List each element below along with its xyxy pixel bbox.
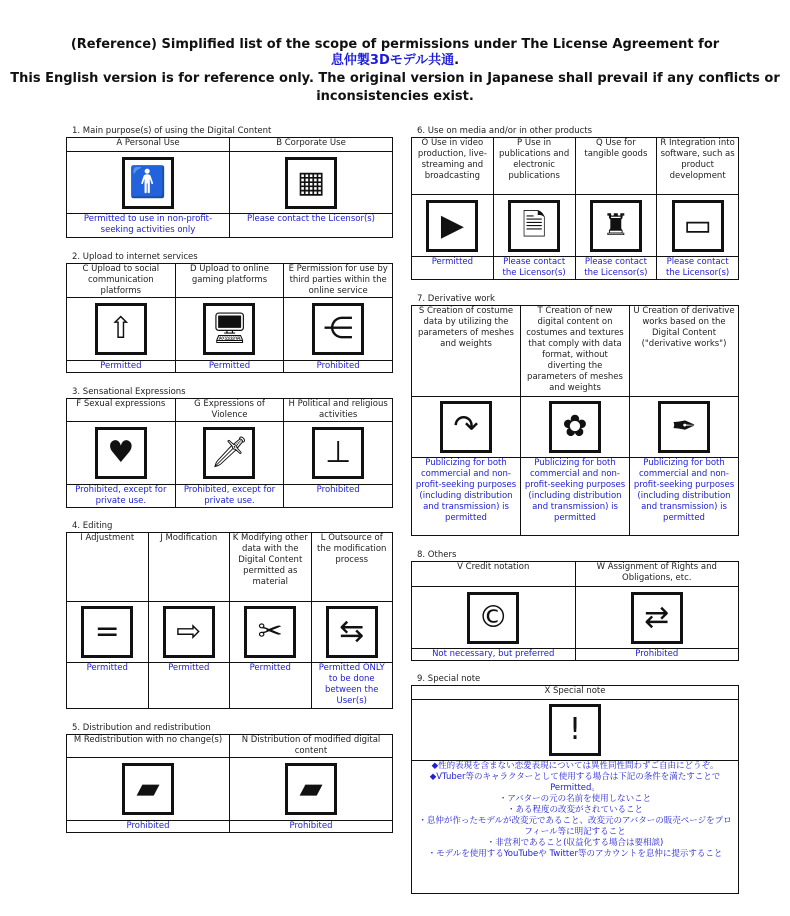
item-icon-cell (493, 195, 575, 257)
item-status: Prohibited (575, 649, 739, 661)
permission-table (411, 685, 739, 894)
item-heading: P Use in publications and electronic publications (493, 138, 575, 195)
item-icon-cell (412, 397, 521, 458)
document-icon: 🗎 (508, 200, 560, 252)
item-status: Permitted (67, 361, 176, 373)
costume-icon: ✿ (549, 401, 601, 453)
section-label: 4. Editing (72, 521, 113, 531)
item-status: Permitted (230, 663, 312, 709)
item-heading: A Personal Use (67, 138, 230, 152)
adjust-icon: = (81, 606, 133, 658)
item-status: Permitted (412, 257, 494, 280)
material-icon: ✂ (244, 606, 296, 658)
hearts-icon: ♥ (95, 427, 147, 479)
item-heading: H Political and religious activities (284, 399, 393, 422)
item-icon-cell (67, 602, 149, 663)
item-status: Please contact the Licensor(s) (493, 257, 575, 280)
item-heading: B Corporate Use (230, 138, 393, 152)
item-heading: T Creation of new digital content on costumes and textures that comply with data format, without diverting the parameters of meshes and weights (521, 306, 630, 397)
item-icon-cell (175, 422, 284, 485)
item-icon-cell (148, 602, 230, 663)
item-icon-cell (412, 700, 739, 761)
building-icon: ▦ (285, 157, 337, 209)
item-heading: E Permission for use by third parties within the online service (284, 264, 393, 298)
item-icon-cell (412, 195, 494, 257)
section-label: 5. Distribution and redistribution (72, 723, 211, 733)
special-note-line: ・ある程度の改変がされていること (506, 805, 643, 815)
item-heading: V Credit notation (412, 562, 576, 587)
title-line-3: This English version is for reference only. The original version in Japanese shall prevail if any conflicts or (10, 71, 780, 86)
item-icon-cell (630, 397, 739, 458)
special-note-line: ・非営利であること(収益化する場合は要相談) (486, 838, 664, 848)
share-third-party-icon: ⋲ (312, 303, 364, 355)
item-icon-cell (311, 602, 393, 663)
permission-table (66, 263, 393, 373)
modify-icon: ⇨ (163, 606, 215, 658)
item-heading: D Upload to online gaming platforms (175, 264, 284, 298)
permission-table (411, 305, 739, 536)
item-heading: F Sexual expressions (67, 399, 176, 422)
video-play-icon: ▶ (426, 200, 478, 252)
item-icon-cell (575, 195, 657, 257)
item-icon-cell (284, 298, 393, 361)
costume-convert-icon: ↷ (440, 401, 492, 453)
item-status (412, 761, 739, 894)
redistribute-icon: ▰ (122, 763, 174, 815)
item-status: Publicizing for both commercial and non-profit-seeking purposes (including distribution and transmission) is permitted (412, 458, 521, 536)
figure-icon: ♜ (590, 200, 642, 252)
item-heading: X Special note (412, 686, 739, 700)
item-icon-cell (67, 422, 176, 485)
item-heading: R Integration into software, such as product development (657, 138, 739, 195)
special-note-line: ・アバターの元の名前を使用しないこと (498, 794, 652, 804)
exclamation-icon: ! (549, 704, 601, 756)
section-label: 9. Special note (417, 674, 481, 684)
permission-table (411, 561, 739, 661)
software-window-icon: ▭ (672, 200, 724, 252)
item-status: Please contact the Licensor(s) (230, 214, 393, 238)
item-heading: W Assignment of Rights and Obligations, etc. (575, 562, 739, 587)
section-label: 3. Sensational Expressions (72, 387, 186, 397)
permission-table (66, 734, 393, 833)
pen-nib-icon: ✒ (658, 401, 710, 453)
upload-social-icon: ⇧ (95, 303, 147, 355)
item-heading: J Modification (148, 533, 230, 602)
item-status: Not necessary, but preferred (412, 649, 576, 661)
item-heading: I Adjustment (67, 533, 149, 602)
item-status: Prohibited, except for private use. (67, 485, 176, 508)
item-icon-cell (575, 587, 739, 649)
permission-table (66, 398, 393, 508)
item-heading: C Upload to social communication platforms (67, 264, 176, 298)
item-heading: S Creation of costume data by utilizing the parameters of meshes and weights (412, 306, 521, 397)
section-label: 8. Others (417, 550, 457, 560)
item-heading: N Distribution of modified digital content (230, 735, 393, 758)
item-status: Publicizing for both commercial and non-profit-seeking purposes (including distribution and transmission) is permitted (630, 458, 739, 536)
item-icon-cell (230, 758, 393, 821)
copyright-icon: © (467, 592, 519, 644)
upload-game-icon: 🖥 (203, 303, 255, 355)
item-heading: K Modifying other data with the Digital Content permitted as material (230, 533, 312, 602)
distribute-modified-icon: ▰ (285, 763, 337, 815)
item-icon-cell (412, 587, 576, 649)
special-note-line: ・息仲が作ったモデルが改変元であること、改変元のアバターの販売ページをプロフィール等に明記すること (418, 816, 732, 837)
podium-icon: ⊥ (312, 427, 364, 479)
model-name: 息仲製3Dモデル共通 (330, 53, 455, 68)
item-status: Permitted ONLY to be done between the User(s) (311, 663, 393, 709)
knife-icon: 🗡 (203, 427, 255, 479)
item-icon-cell (230, 602, 312, 663)
item-status: Permitted (148, 663, 230, 709)
special-note-line: ◆性的表現を含まない恋愛表現については異性同性問わずご自由にどうぞ。 (431, 761, 719, 771)
item-icon-cell (67, 758, 230, 821)
item-status: Please contact the Licensor(s) (657, 257, 739, 280)
item-heading: Q Use for tangible goods (575, 138, 657, 195)
permission-table (411, 137, 739, 280)
section-label: 7. Derivative work (417, 294, 495, 304)
item-icon-cell (67, 152, 230, 214)
item-status: Prohibited, except for private use. (175, 485, 284, 508)
item-icon-cell (175, 298, 284, 361)
permission-table (66, 532, 393, 709)
item-heading: L Outsource of the modification process (311, 533, 393, 602)
item-status: Prohibited (67, 821, 230, 833)
outsource-icon: ⇆ (326, 606, 378, 658)
item-status: Prohibited (230, 821, 393, 833)
section-label: 6. Use on media and/or in other products (417, 126, 593, 136)
item-heading: G Expressions of Violence (175, 399, 284, 422)
special-note-line: ・モデルを使用するYouTubeや Twitter等のアカウントを息仲に提示すること (427, 849, 723, 859)
title-line-1: (Reference) Simplified list of the scope of permissions under The License Agreement for (70, 37, 720, 52)
item-status: Please contact the Licensor(s) (575, 257, 657, 280)
item-icon-cell (657, 195, 739, 257)
permission-table (66, 137, 393, 238)
title-line-2-suffix: . (454, 53, 460, 68)
section-label: 1. Main purpose(s) of using the Digital Content (72, 126, 272, 136)
transfer-rights-icon: ⇄ (631, 592, 683, 644)
item-status: Permitted (67, 663, 149, 709)
title-line-4: inconsistencies exist. (316, 89, 474, 104)
item-status: Publicizing for both commercial and non-profit-seeking purposes (including distribution and transmission) is permitted (521, 458, 630, 536)
item-status: Permitted (175, 361, 284, 373)
item-icon-cell (521, 397, 630, 458)
item-icon-cell (230, 152, 393, 214)
item-status: Permitted to use in non-profit-seeking activities only (67, 214, 230, 238)
item-icon-cell (67, 298, 176, 361)
person-icon: 🚹 (122, 157, 174, 209)
item-icon-cell (284, 422, 393, 485)
title-line-2 (0, 53, 790, 69)
item-heading: U Creation of derivative works based on the Digital Content ("derivative works") (630, 306, 739, 397)
item-status: Prohibited (284, 361, 393, 373)
special-note-line: ◆VTuber等のキャラクターとして使用する場合は下記の条件を満たすことでPermitted。 (429, 772, 721, 793)
item-heading: O Use in video production, live-streaming and broadcasting (412, 138, 494, 195)
item-heading: M Redistribution with no change(s) (67, 735, 230, 758)
item-status: Prohibited (284, 485, 393, 508)
section-label: 2. Upload to internet services (72, 252, 198, 262)
